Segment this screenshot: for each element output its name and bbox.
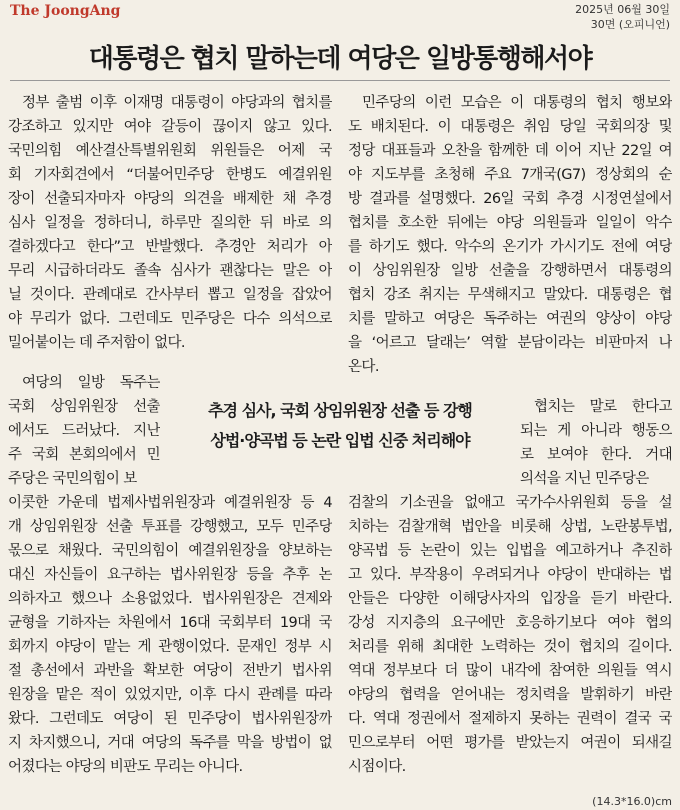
text-line: 이 상임위원장 일방 선출을 강행하면서 대통령의	[348, 263, 672, 279]
text-line: 을 ‘어르고 달래는’ 역할 분담이라는 비판마저 나	[348, 335, 672, 351]
text-line: 도 배치된다. 이 대통령은 취임 당일 국회의장 및	[348, 119, 672, 135]
publish-date: 2025년 06월 30일	[575, 3, 670, 16]
text-line: 회까지 야당이 맡는 게 관행이었다. 문재인 정부 시	[8, 639, 332, 655]
text-line: 치하는 검찰개혁 법안을 비롯해 상법, 노란봉투법,	[348, 519, 672, 535]
text-line: 안들은 다양한 이해당사자의 입장을 듣기 바란다.	[348, 591, 672, 607]
text-line: 검찰의 기소권을 없애고 국가수사위원회 등을 설	[348, 495, 672, 511]
text-line: 치를 말하고 여당은 독주하는 여권의 양상이 야당	[348, 311, 672, 327]
text-line: 야당의 협력을 얻어내는 정치력을 발휘하기 바란	[348, 687, 672, 703]
text-line: 강조하고 있지만 여야 갈등이 끊이지 않고 있다.	[8, 119, 332, 135]
text-line: 고 있다. 부작용이 우려되거나 야당이 반대하는 법	[348, 567, 672, 583]
column-left-middle	[8, 371, 160, 491]
text-line: 주 국회 본회의에서 민	[8, 447, 160, 463]
column-right-middle	[520, 395, 672, 491]
column-left-bottom	[8, 491, 332, 779]
article-size-note: (14.3*16.0)cm	[592, 795, 672, 808]
text-line: 민주당의 이런 모습은 이 대통령의 협치 행보와	[362, 95, 672, 111]
text-line: 협치는 말로 한다고	[534, 399, 672, 415]
pull-quote-line: 추경 심사, 국회 상임위원장 선출 등 강행	[208, 401, 472, 420]
text-line: 밀어붙이는 데 주저함이 없다.	[8, 335, 185, 351]
column-right-top	[348, 91, 672, 379]
text-line: 왔다. 그런데도 여당이 된 민주당이 법사위원장까	[8, 711, 332, 727]
text-line: 의석을 지닌 민주당은	[520, 471, 649, 487]
text-line: 역대 정부보다 더 많이 내각에 참여한 의원들 역시	[348, 663, 672, 679]
column-left-top	[8, 91, 332, 355]
text-line: 장이 선출되자마자 야당의 의견을 배제한 채 추경	[8, 191, 332, 207]
text-line: 의하자고 했으나 소용없었다. 법사위원장은 견제와	[8, 591, 332, 607]
pull-quote	[170, 396, 510, 456]
page-section: 30면 (오피니언)	[590, 18, 670, 31]
text-line: 균형을 기하자는 차원에서 16대 국회부터 19대 국	[8, 615, 332, 631]
text-line: 주당은 국민의힘이 보	[8, 471, 137, 487]
text-line: 국민의힘 예산결산특별위원회 위원들은 어제 국	[8, 143, 332, 159]
text-line: 로 보여야 한다. 거대	[520, 447, 672, 463]
text-line: 국회 상임위원장 선출	[8, 399, 160, 415]
text-line: 절 총선에서 과반을 확보한 여당이 전반기 법사위	[8, 663, 332, 679]
text-line: 결하겠다고 한다”고 반발했다. 추경안 처리가 아	[8, 239, 332, 255]
text-line: 야 무리가 없다. 그런데도 민주당은 다수 의석으로	[8, 311, 332, 327]
text-line: 정당 대표들과 오찬을 함께한 데 이어 지난 22일 여	[348, 143, 672, 159]
masthead-logo: The JoongAng	[10, 3, 121, 19]
text-line: 시점이다.	[348, 759, 406, 775]
pull-quote-line: 상법·양곡법 등 논란 입법 신중 처리해야	[210, 431, 470, 450]
text-line: 를 하기도 했다. 악수의 온기가 가시기도 전에 여당	[348, 239, 672, 255]
text-line: 방 결과를 설명했다. 26일 국회 추경 시정연설에서	[348, 191, 672, 207]
text-line: 처리를 위해 최대한 노력하는 것이 협치의 길이다.	[348, 639, 672, 655]
text-line: 민으로부터 어떤 평가를 받았는지 여권이 되새길	[348, 735, 672, 751]
headline-divider	[10, 80, 670, 81]
text-line: 정부 출범 이후 이재명 대통령이 야당과의 협치를	[22, 95, 332, 111]
text-line: 여당의 일방 독주는	[22, 375, 160, 391]
text-line: 무리 시급하더라도 졸속 심사가 괜찮다는 말은 아	[8, 263, 332, 279]
editorial-headline: 대통령은 협치 말하는데 여당은 일방통행해서야	[88, 44, 592, 74]
text-line: 야 지도부를 초청해 주요 7개국(G7) 정상회의 순	[348, 167, 672, 183]
text-line: 협치를 호소한 뒤에는 야당 의원들과 일일이 악수	[348, 215, 672, 231]
column-right-bottom	[348, 491, 672, 779]
text-line: 다. 역대 정권에서 절제하지 못하는 권력이 결국 국	[348, 711, 672, 727]
text-line: 몫으로 채웠다. 국민의힘이 예결위원장을 양보하는	[8, 543, 332, 559]
text-line: 회 기자회견에서 “더불어민주당 한병도 예결위원	[8, 167, 332, 183]
text-line: 이콧한 가운데 법제사법위원장과 예결위원장 등 4	[8, 495, 332, 511]
text-line: 되는 게 아니라 행동으	[520, 423, 672, 439]
dateline	[575, 2, 670, 32]
text-line: 어졌다는 야당의 비판도 무리는 아니다.	[8, 759, 243, 775]
text-line: 온다.	[348, 359, 379, 375]
text-line: 개 상임위원장 선출 투표를 강행했고, 모두 민주당	[8, 519, 332, 535]
text-line: 심사 일정을 정하더니, 하루만 질의한 뒤 바로 의	[8, 215, 332, 231]
text-line: 대신 자신들이 요구하는 법사위원장 등을 추후 논	[8, 567, 332, 583]
text-line: 에서도 드러났다. 지난	[8, 423, 160, 439]
text-line: 강성 지지층의 요구에만 호응하기보다 여야 협의	[348, 615, 672, 631]
text-line: 지 차지했으니, 거대 여당의 독주를 막을 방법이 없	[8, 735, 332, 751]
text-line: 협치 강조 취지는 무색해지고 말았다. 대통령은 협	[348, 287, 672, 303]
text-line: 원장을 맡은 적이 있었지만, 이후 다시 관례를 따라	[8, 687, 332, 703]
text-line: 양곡법 등 논란이 있는 입법을 예고하거나 추진하	[348, 543, 672, 559]
text-line: 닐 것이다. 관례대로 간사부터 뽑고 일정을 잡았어	[8, 287, 332, 303]
